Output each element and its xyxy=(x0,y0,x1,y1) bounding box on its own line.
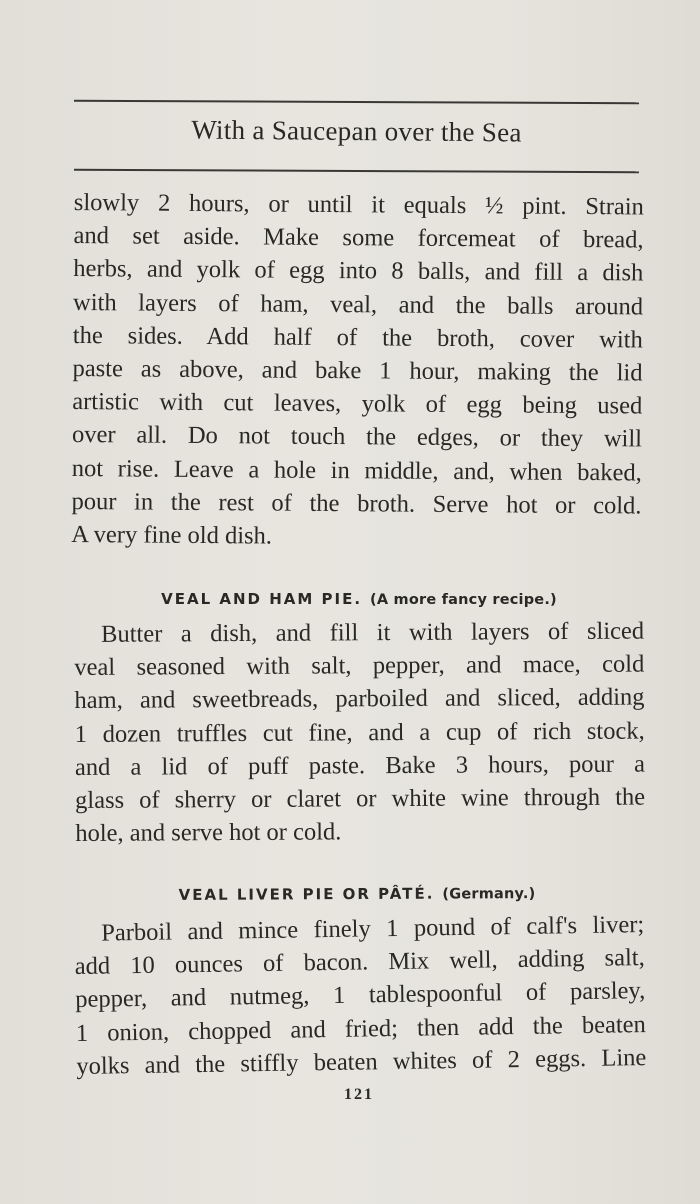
text-line: hole, and serve hot or cold. xyxy=(75,818,342,848)
text-line: herbs, and yolk of egg into 8 balls, and fill a dish xyxy=(73,255,644,287)
header-rule-top xyxy=(74,100,639,104)
recipe-note: (A more fancy recipe.) xyxy=(370,592,557,608)
text-line: over all. Do not touch the edges, or they will xyxy=(71,421,643,453)
recipe-note: (Germany.) xyxy=(442,886,536,903)
recipe-heading-veal-liver-pie xyxy=(72,883,642,906)
text-line: and set aside. Make some forcemeat of bread, xyxy=(73,222,644,254)
text-line: Parboil and mince finely 1 pound of calf's liver; xyxy=(101,911,645,947)
recipe-title: VEAL LIVER PIE OR PÂTÉ. xyxy=(178,884,435,904)
text-line: and a lid of puff paste. Bake 3 hours, pour a xyxy=(74,750,645,781)
running-head: With a Saucepan over the Sea xyxy=(191,114,522,148)
header-rule-bottom xyxy=(74,169,639,173)
recipe-heading-veal-and-ham-pie xyxy=(74,589,644,609)
text-line: artistic with cut leaves, yolk of egg being used xyxy=(72,388,643,420)
text-line: veal seasoned with salt, pepper, and mace, cold xyxy=(74,650,645,682)
text-line: ham, and sweetbreads, parboiled and sliced, adding xyxy=(74,683,645,715)
text-line: the sides. Add half of the broth, cover with xyxy=(72,321,643,354)
text-line: 1 dozen truffles cut fine, and a cup of rich stock, xyxy=(74,717,645,748)
text-line: Butter a dish, and fill it with layers of sliced xyxy=(101,617,645,648)
text-line: 1 onion, chopped and fried; then add the beaten xyxy=(75,1010,646,1047)
page-number: 121 xyxy=(344,1086,374,1103)
text-line: pepper, and nutmeg, 1 tablespoonful of parsley, xyxy=(75,977,646,1014)
text-line: with layers of ham, veal, and the balls around xyxy=(72,288,644,321)
text-line: add 10 ounces of bacon. Mix well, adding salt, xyxy=(74,944,645,981)
text-line: paste as above, and bake 1 hour, making the lid xyxy=(72,354,643,387)
recipe-body-veal-and-ham-pie xyxy=(74,615,645,851)
text-line: A very fine old dish. xyxy=(71,520,273,550)
text-line: pour in the rest of the broth. Serve hot or cold. xyxy=(71,487,642,520)
text-line: yolks and the stiffly beaten whites of 2 eggs. Line xyxy=(76,1043,647,1080)
recipe-title: VEAL AND HAM PIE. xyxy=(161,590,363,608)
text-line: glass of sherry or claret or white wine through the xyxy=(75,783,646,814)
text-line: slowly 2 hours, or until it equals ½ pint. Strain xyxy=(73,188,644,221)
recipe-body-veal-liver-pie xyxy=(74,908,647,1083)
continuation-paragraph xyxy=(71,186,644,556)
text-line: not rise. Leave a hole in middle, and, when baked, xyxy=(71,454,642,486)
